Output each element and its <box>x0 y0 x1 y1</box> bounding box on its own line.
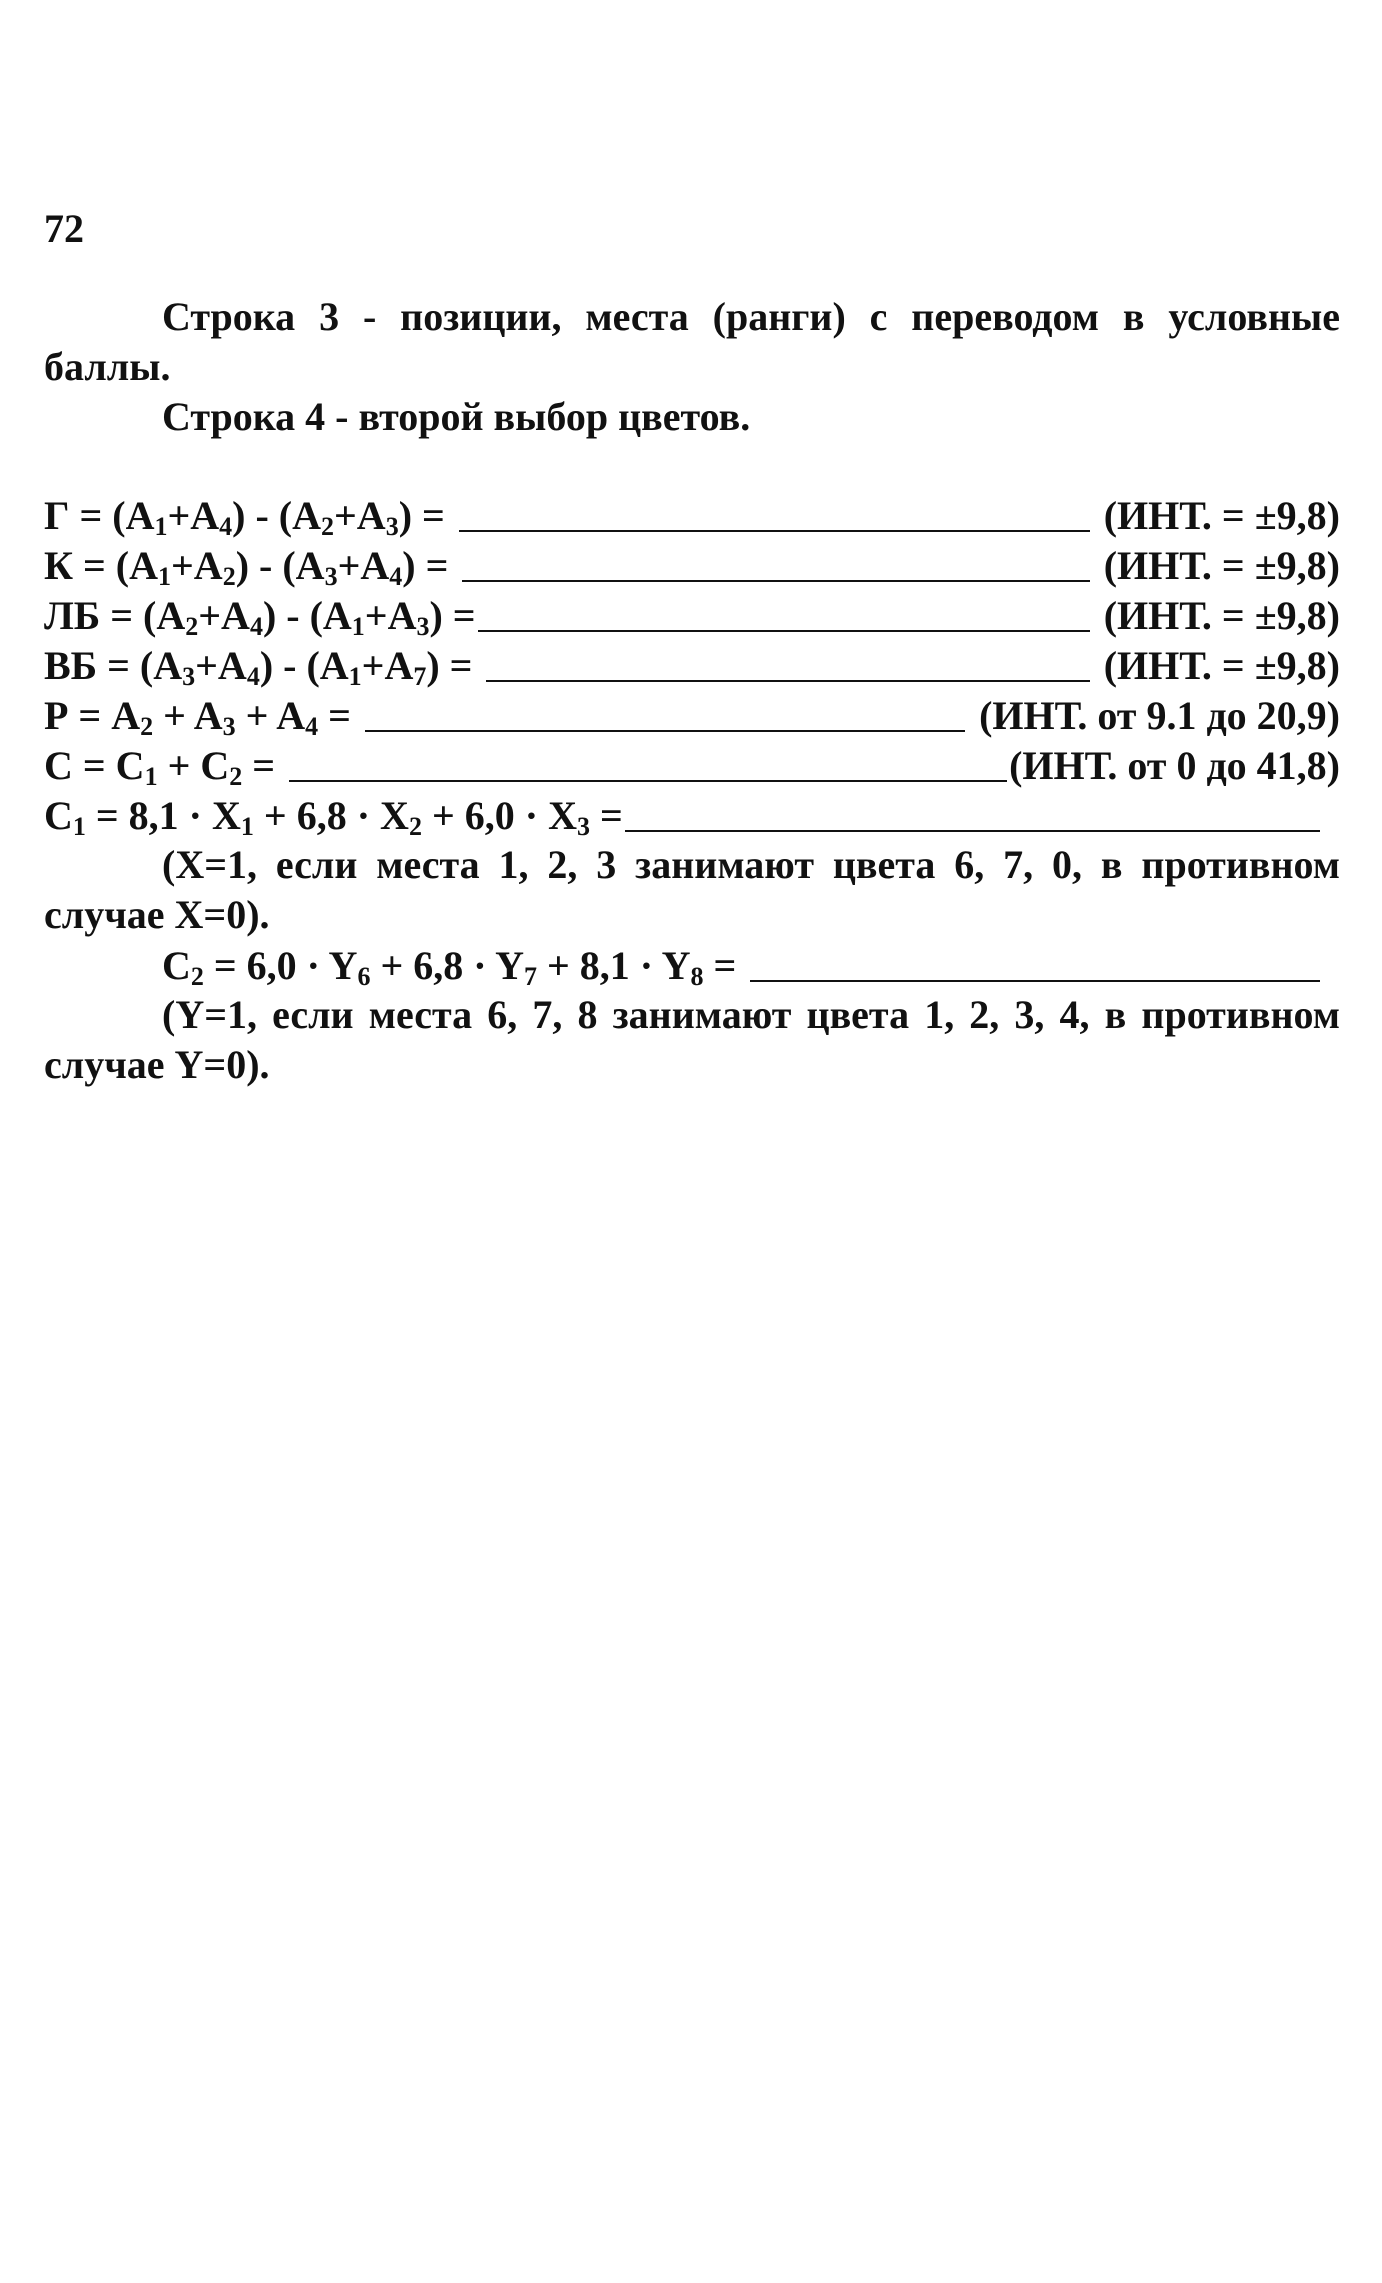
formula-k-range: (ИНТ. = ±9,8) <box>1103 543 1340 588</box>
formula-r <box>44 690 1340 740</box>
formula-c1 <box>44 790 1340 840</box>
paragraph-row-3-text: Строка 3 - позиции, места (ранги) с переводом в условные баллы. <box>44 294 1340 389</box>
formula-g <box>44 490 1340 540</box>
formula-c2-blank <box>750 944 1320 982</box>
note-y: (Y=1, если места 6, 7, 8 занимают цвета 1, 2, 3, 4, в противном случае Y=0). <box>44 992 1340 1087</box>
formula-c2-expression: $C_2 = 6,0 \cdot Y_6 + 6,8 \cdot Y_7 + 8,1 \cdot Y_8$ = <box>162 943 737 991</box>
formula-k-blank <box>462 544 1089 582</box>
formula-g-expression: $Г = (A_1+A_4) - (A_2+A_3)$ = <box>44 493 445 541</box>
formula-c-expression: $С = C_1 + C_2$ = <box>44 743 276 791</box>
formula-g-range: (ИНТ. = ±9,8) <box>1103 493 1340 538</box>
formula-lb-blank <box>478 594 1090 632</box>
formula-k <box>44 540 1340 590</box>
formula-list <box>44 490 1340 1090</box>
formula-r-expression: $Р = A_2 + A_3 + A_4$ = <box>44 693 351 741</box>
formula-c <box>44 740 1340 790</box>
formula-c1-blank <box>625 794 1320 832</box>
formula-c-range: (ИНТ. от 0 до 41,8) <box>1009 743 1340 788</box>
formula-c2 <box>44 940 1340 990</box>
formula-r-blank <box>365 694 965 732</box>
formula-vb-expression: ВБ = $(A_3+A_4) - (A_1+A_7)$ = <box>44 643 473 691</box>
formula-c1-expression: $C_1 = 8,1 \cdot X_1 + 6,8 \cdot X_2 + 6,0 \cdot X_3$ = <box>44 793 623 841</box>
formula-vb <box>44 640 1340 690</box>
page-number: 72 <box>44 206 84 251</box>
formula-lb-range: (ИНТ. = ±9,8) <box>1103 593 1340 638</box>
note-x: (X=1, если места 1, 2, 3 занимают цвета 6, 7, 0, в противном случае X=0). <box>44 842 1340 937</box>
formula-c-blank <box>289 744 1007 782</box>
formula-lb-expression: ЛБ = $(A_2+A_4) - (A_1+A_3)$ = <box>44 593 476 641</box>
formula-lb <box>44 590 1340 640</box>
paragraph-row-3 <box>44 292 1340 392</box>
formula-g-blank <box>459 494 1090 532</box>
formula-r-range: (ИНТ. от 9.1 до 20,9) <box>979 693 1340 738</box>
formula-k-expression: $К = (A_1+A_2) - (A_3+A_4)$ = <box>44 543 449 591</box>
paragraph-row-4 <box>44 392 1340 442</box>
paragraph-row-4-text: Строка 4 - второй выбор цветов. <box>162 394 751 439</box>
formula-vb-range: (ИНТ. = ±9,8) <box>1103 643 1340 688</box>
formula-vb-blank <box>486 644 1089 682</box>
